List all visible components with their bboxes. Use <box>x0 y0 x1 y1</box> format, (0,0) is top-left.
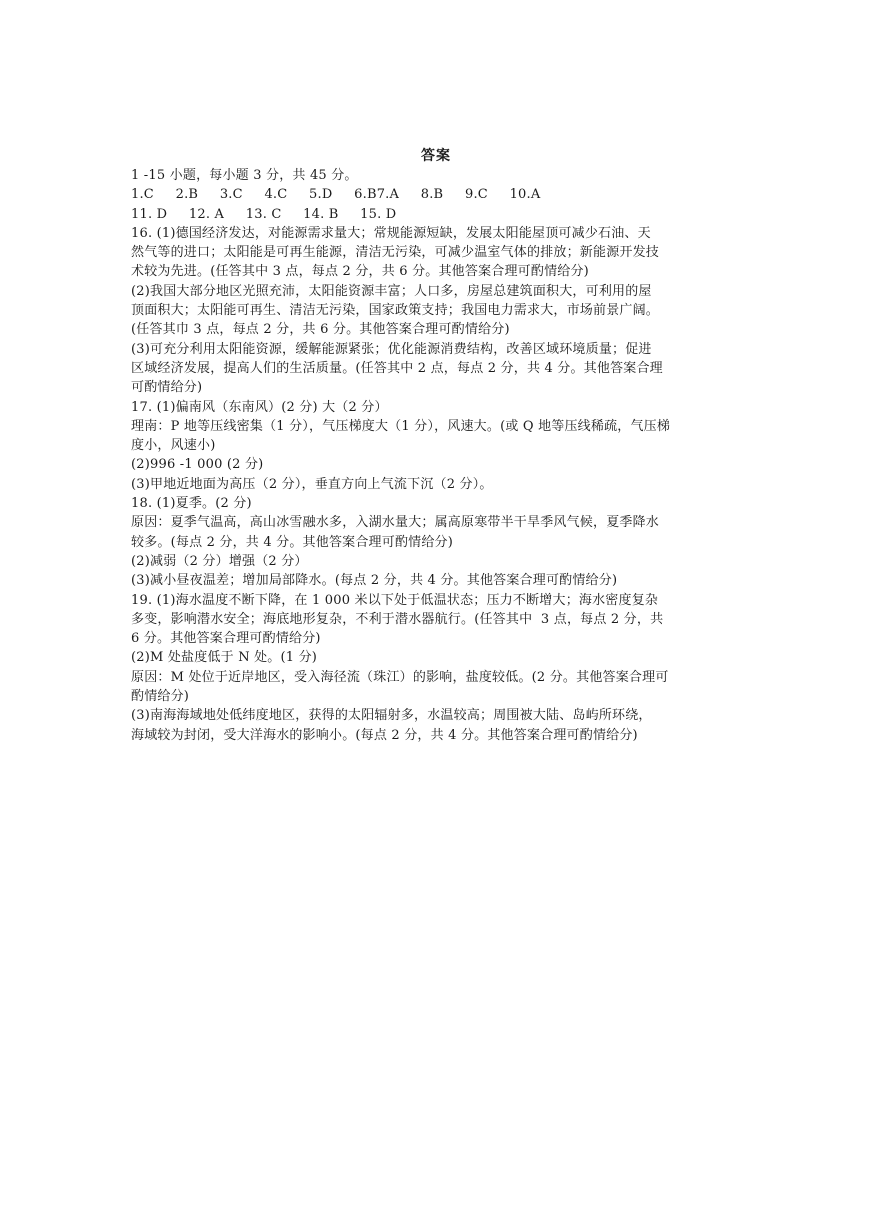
text-line: (3)甲地近地面为高压（2 分），垂直方向上气流下沉（2 分）。 <box>131 476 493 492</box>
text-line: 顶面积大；太阳能可再生、清洁无污染，国家政策支持；我国电力需求大，市场前景广阔。 <box>131 303 660 319</box>
text-line: 区域经济发展，提高人们的生活质量。(任答其中 2 点，每点 2 分，共 4 分。其他答案合理 <box>131 360 663 376</box>
text-line: (2)我国大部分地区光照充沛，太阳能资源丰富；人口多，房屋总建筑面积大，可利用的屋 <box>131 283 652 299</box>
text-line: (3)南海海域地处低纬度地区，获得的太阳辐射多，水温较高；周围被大陆、岛屿所环绕， <box>131 708 652 724</box>
text-line: 海域较为封闭，受大洋海水的影响小。(每点 2 分，共 4 分。其他答案合理可酌情给分) <box>131 727 638 743</box>
text-line: 1.C 2.B 3.C 4.C 5.D 6.B7.A 8.B 9.C 10.A <box>131 187 541 203</box>
text-line: 6 分。其他答案合理可酌情给分) <box>131 631 321 647</box>
text-line: (3)可充分利用太阳能资源，缓解能源紧张；优化能源消费结构，改善区域环境质量；促进 <box>131 341 652 357</box>
text-line: (2)M 处盐度低于 N 处。(1 分) <box>131 650 318 666</box>
text-line: 然气等的进口；太阳能是可再生能源，清洁无污染，可减少温室气体的排放；新能源开发技 <box>131 245 660 261</box>
text-line: (3)减小昼夜温差；增加局部降水。(每点 2 分，共 4 分。其他答案合理可酌情给分) <box>131 573 618 589</box>
text-line: (2)减弱（2 分）增强（2 分） <box>131 553 308 569</box>
text-line: 19. (1)海水温度不断下降，在 1 000 米以下处于低温状态；压力不断增大；海水密度复杂 <box>131 592 659 608</box>
text-line: (任答其巾 3 点，每点 2 分，共 6 分。其他答案合理可酌情给分) <box>131 322 510 338</box>
answer-document <box>131 146 741 745</box>
text-line: 11. D 12. A 13. C 14. B 15. D <box>131 206 397 222</box>
text-line: 18. (1)夏季。(2 分) <box>131 496 252 512</box>
text-line: 度小，风速小) <box>131 438 216 454</box>
text-line: 1 -15 小题，每小题 3 分，共 45 分。 <box>131 168 358 183</box>
page-title: 答案 <box>421 148 451 164</box>
text-line: 多变，影响潜水安全；海底地形复杂，不利于潜水器航行。(任答其中 3 点，每点 2 分，共 <box>131 611 664 627</box>
text-line: 16. (1)德国经济发达，对能源需求量大；常规能源短缺，发展太阳能屋顶可减少石油、天 <box>131 225 651 241</box>
text-line: 17. (1)偏南风（东南风）(2 分) 大（2 分） <box>131 399 388 415</box>
text-line: 可酌情给分) <box>131 380 203 396</box>
text-line: (2)996 -1 000 (2 分) <box>131 457 264 473</box>
text-line: 原因：M 处位于近岸地区，受入海径流（珠江）的影响，盐度较低。(2 分。其他答案合理可 <box>131 669 669 685</box>
text-line: 较多。(每点 2 分，共 4 分。其他答案合理可酌情给分) <box>131 534 454 550</box>
text-line: 术较为先进。(任答其中 3 点，每点 2 分，共 6 分。其他答案合理可酌情给分) <box>131 264 589 280</box>
text-line: 酌情给分) <box>131 689 190 705</box>
text-line: 理南：P 地等压线密集（1 分），气压梯度大（1 分），风速大。(或 Q 地等压线稀疏，气压梯 <box>131 418 671 434</box>
text-line: 原因：夏季气温高，高山冰雪融水多，入湖水量大；属高原寒带半干旱季风气候，夏季降水 <box>131 515 660 531</box>
